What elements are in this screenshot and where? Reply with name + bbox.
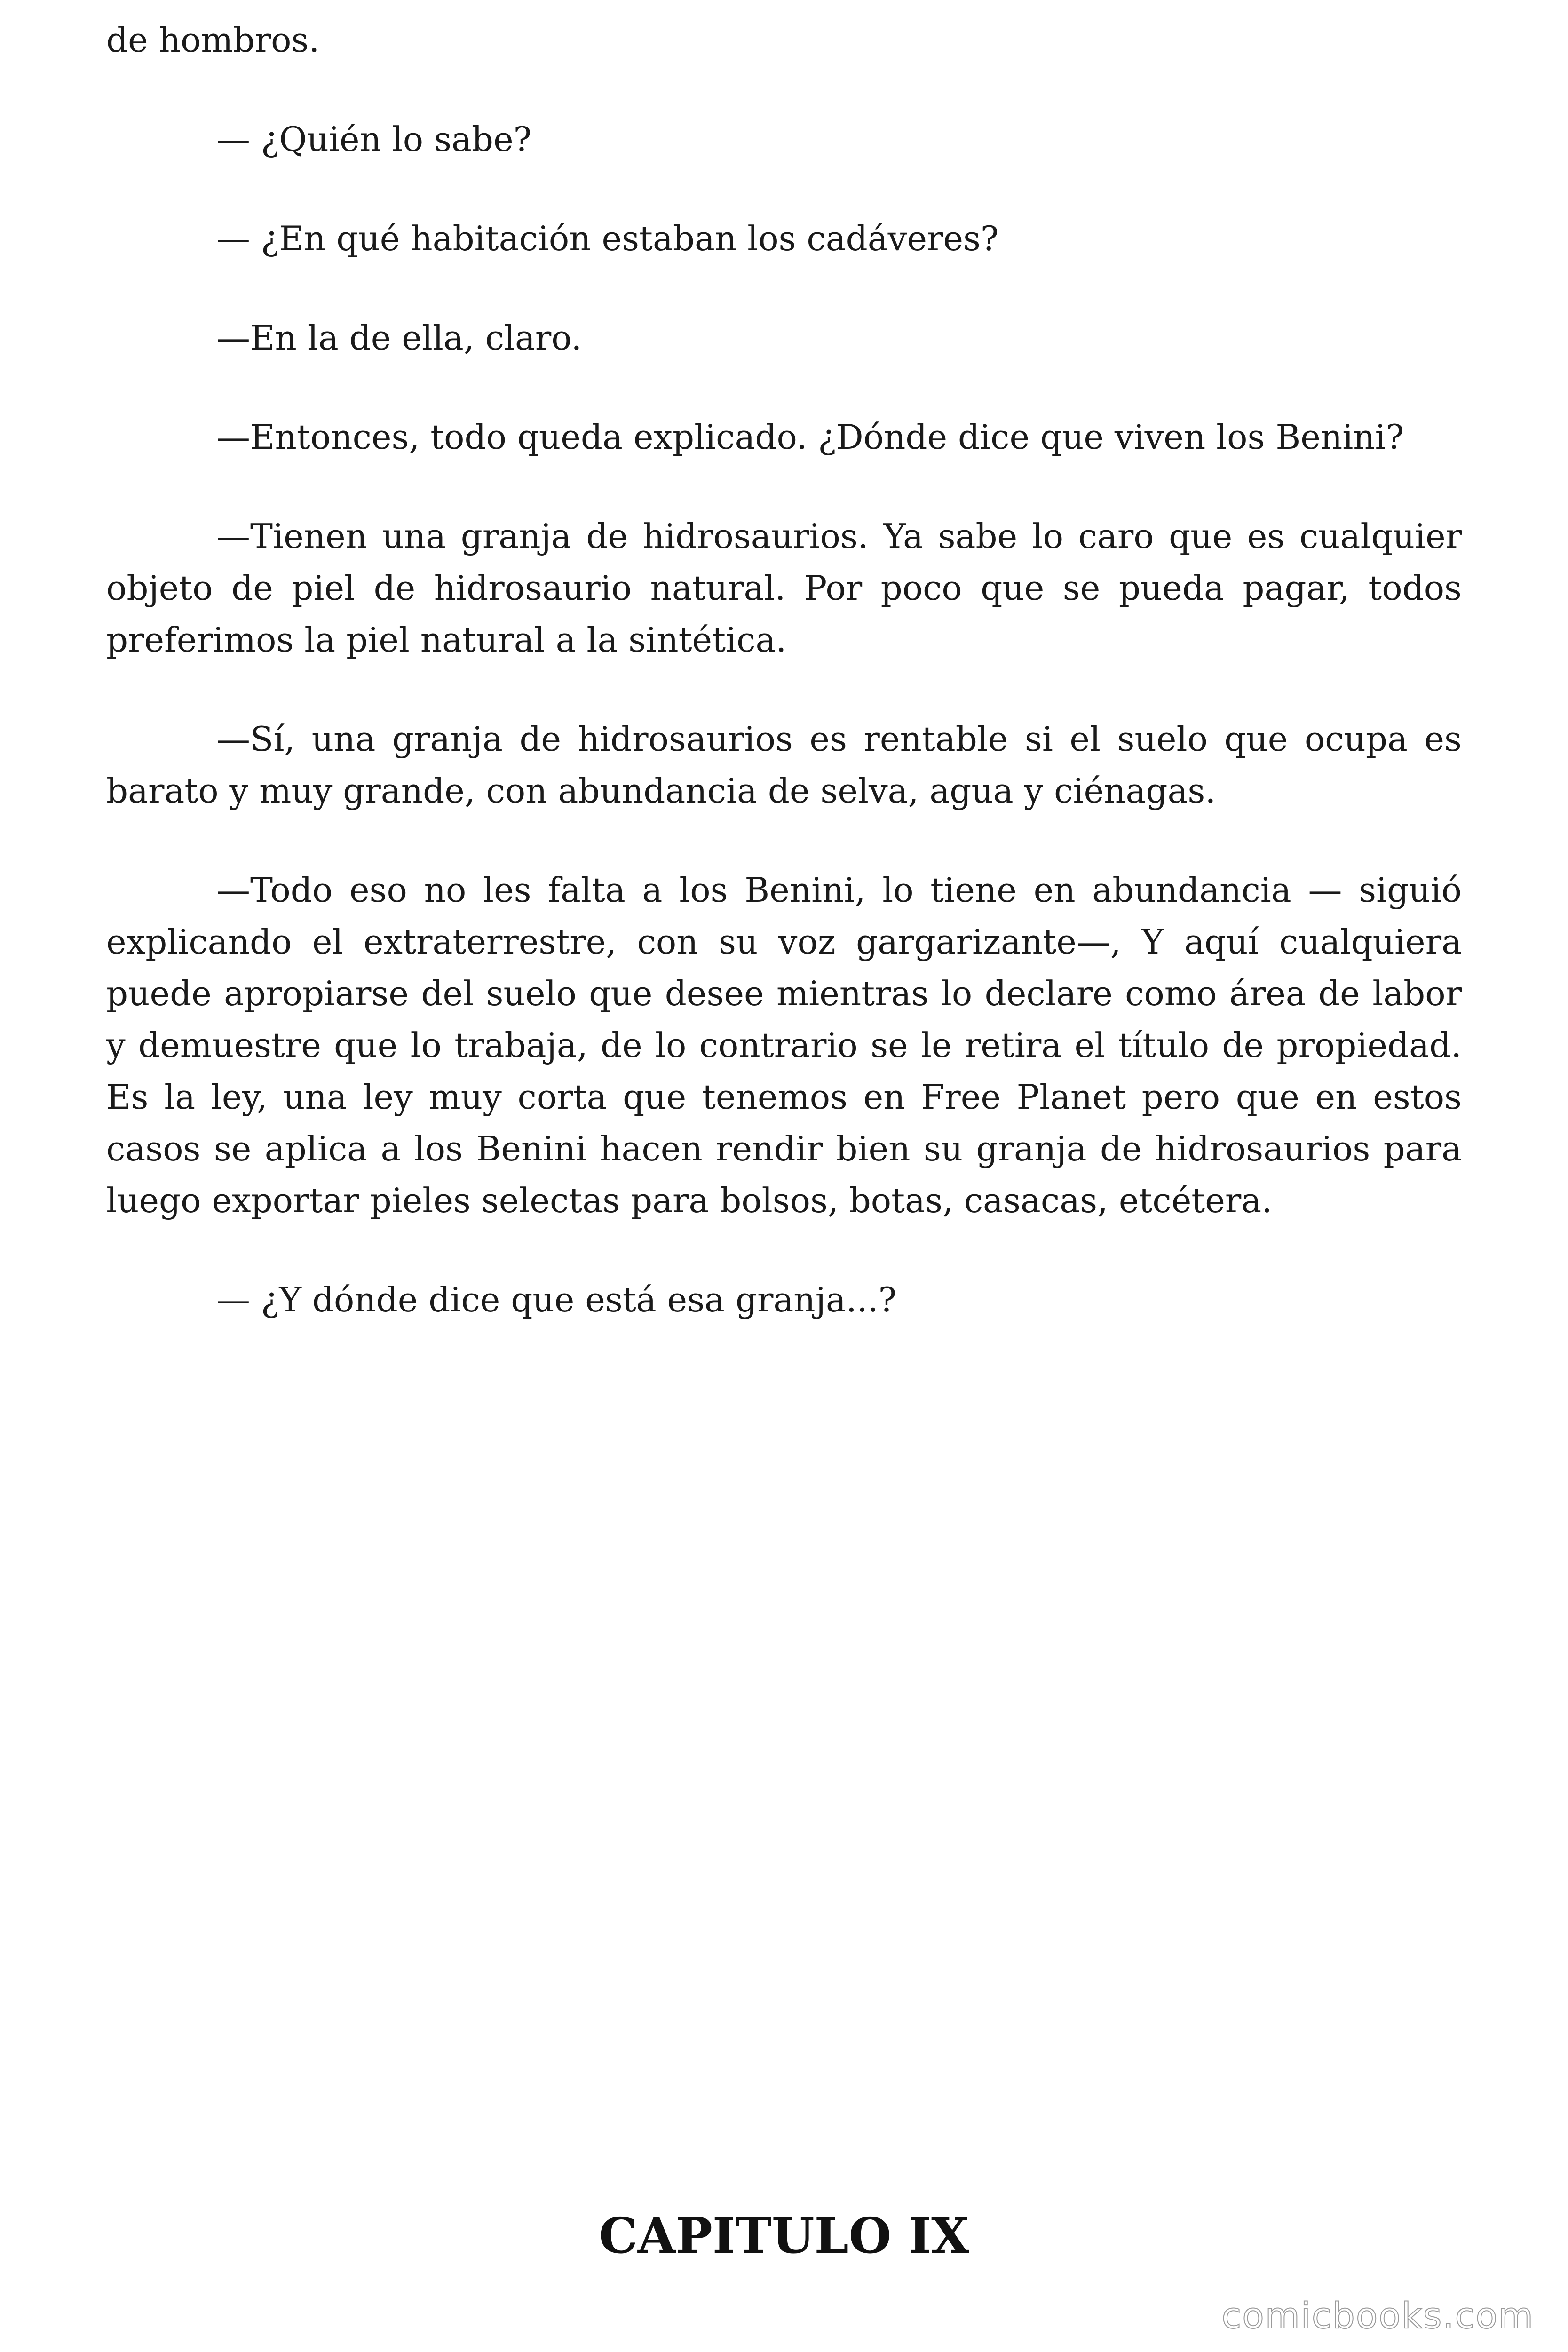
paragraph: —Todo eso no les falta a los Benini, lo tiene en abundancia — siguió explicando el extraterrestre, con su voz gargarizante—, Y aquí cualquiera puede apropiarse del suelo que desee mientras lo declare como área de labor y demuestre que lo trabaja, de lo contrario se le retira el título de propiedad. Es la ley, una ley muy corta que tenemos en Free Planet pero que en estos casos se aplica a los Benini hacen rendir bien su granja de hidrosaurios para luego exportar pieles selectas para bolsos, botas, casacas, etcétera.	[106, 870, 1462, 1220]
paragraph: — ¿Quién lo sabe?	[216, 119, 532, 159]
paragraph: —En la de ella, claro.	[216, 318, 582, 358]
paragraph: — ¿Y dónde dice que está esa granja...?	[216, 1280, 897, 1319]
watermark: comicbooks.com	[1221, 2295, 1534, 2336]
paragraph: —Entonces, todo queda explicado. ¿Dónde dice que viven los Benini?	[216, 417, 1404, 457]
paragraph: — ¿En qué habitación estaban los cadáveres?	[216, 219, 999, 258]
paragraph: —Sí, una granja de hidrosaurios es rentable si el suelo que ocupa es barato y muy grande, con abundancia de selva, agua y ciénagas.	[106, 719, 1462, 810]
body-text	[106, 14, 1462, 1373]
paragraph: —Tienen una granja de hidrosaurios. Ya sabe lo caro que es cualquier objeto de piel de hidrosaurio natural. Por poco que se pueda pagar, todos preferimos la piel natural a la sintética.	[106, 516, 1462, 660]
paragraph-continuation: de hombros.	[106, 20, 320, 60]
chapter-heading: CAPITULO IX	[599, 2207, 969, 2265]
